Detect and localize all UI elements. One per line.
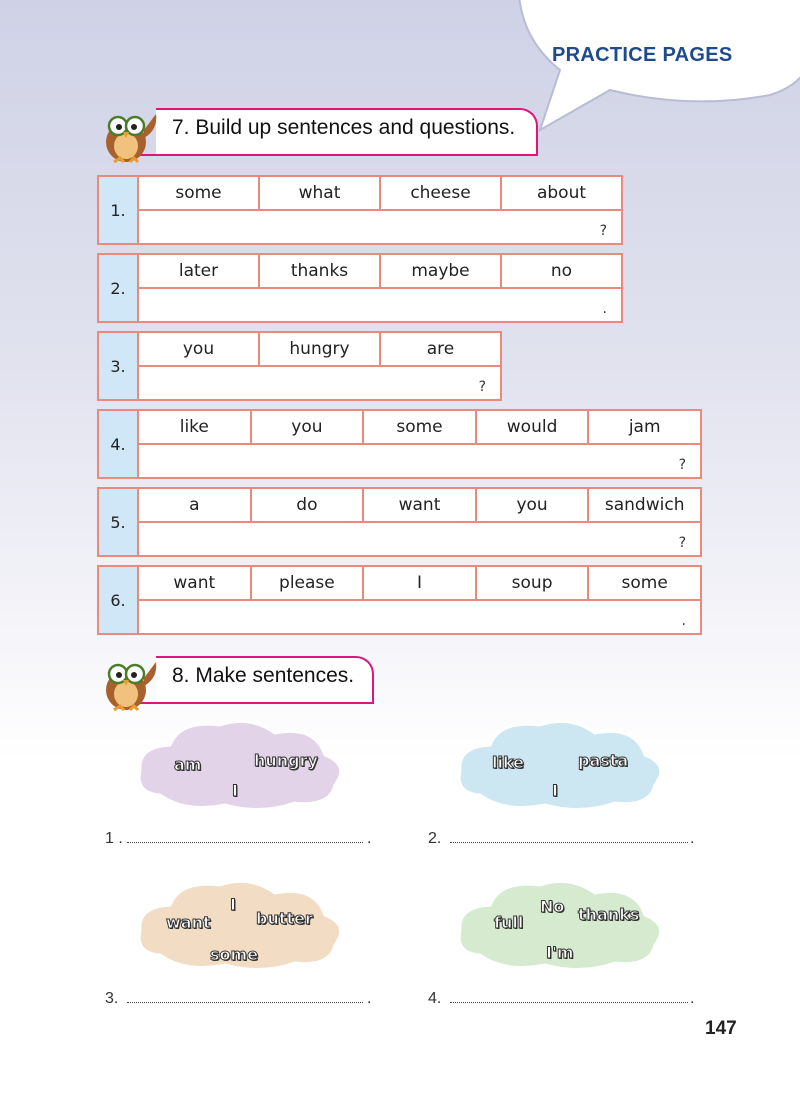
exercise-row-3 bbox=[97, 331, 502, 401]
cloud-word: hungry bbox=[254, 751, 318, 770]
word-cell: do bbox=[252, 489, 365, 521]
row-number: 1. bbox=[99, 177, 139, 243]
word-cell: no bbox=[550, 261, 573, 281]
answer-line-1[interactable] bbox=[105, 830, 375, 850]
word-cell: later bbox=[139, 255, 260, 287]
section-7-header bbox=[100, 102, 540, 158]
word-cell: a bbox=[139, 489, 252, 521]
row-number: 2. bbox=[99, 255, 139, 321]
word-cell: want bbox=[139, 567, 252, 599]
section-7-title: 7. Build up sentences and questions. bbox=[172, 116, 516, 139]
line-number: 1 . bbox=[105, 830, 123, 847]
cloud-word: pasta bbox=[578, 751, 629, 770]
line-end: . bbox=[367, 990, 372, 1007]
word-cell: I bbox=[364, 567, 477, 599]
cloud-word: I bbox=[232, 781, 238, 800]
row-number: 6. bbox=[99, 567, 139, 633]
word-cell: some bbox=[139, 177, 260, 209]
section-8-title: 8. Make sentences. bbox=[172, 664, 355, 687]
end-punctuation: . bbox=[681, 613, 686, 629]
end-punctuation: ? bbox=[678, 457, 686, 473]
answer-field[interactable] bbox=[139, 445, 700, 477]
word-cloud-3 bbox=[130, 875, 350, 975]
line-end: . bbox=[690, 830, 695, 847]
answer-field[interactable] bbox=[139, 211, 621, 243]
word-cell: what bbox=[260, 177, 381, 209]
end-punctuation: ? bbox=[678, 535, 686, 551]
answer-line-2[interactable] bbox=[428, 830, 698, 850]
word-cell: you bbox=[139, 333, 260, 365]
word-cell: want bbox=[364, 489, 477, 521]
line-end: . bbox=[367, 830, 372, 847]
answer-field[interactable] bbox=[139, 601, 700, 633]
word-cell: maybe bbox=[381, 255, 502, 287]
owl-icon bbox=[100, 650, 164, 712]
answer-line-3[interactable] bbox=[105, 990, 375, 1010]
line-number: 4. bbox=[428, 990, 442, 1007]
exercise-row-4 bbox=[97, 409, 702, 479]
row-number: 5. bbox=[99, 489, 139, 555]
word-cell: jam bbox=[628, 417, 661, 437]
cloud-word: I bbox=[230, 895, 236, 914]
end-punctuation: . bbox=[602, 301, 607, 317]
word-cell: you bbox=[252, 411, 365, 443]
exercise-row-2 bbox=[97, 253, 623, 323]
line-number: 2. bbox=[428, 830, 442, 847]
word-cell: soup bbox=[477, 567, 590, 599]
word-cell: cheese bbox=[381, 177, 502, 209]
end-punctuation: ? bbox=[478, 379, 486, 395]
cloud-shape bbox=[459, 721, 660, 809]
word-cell: hungry bbox=[260, 333, 381, 365]
answer-field[interactable] bbox=[139, 523, 700, 555]
answer-field[interactable] bbox=[139, 367, 500, 399]
word-cell: about bbox=[536, 183, 587, 203]
cloud-word: I'm bbox=[546, 943, 574, 962]
word-cell: thanks bbox=[260, 255, 381, 287]
word-cell: would bbox=[477, 411, 590, 443]
word-cloud-1 bbox=[130, 715, 350, 815]
cloud-word: full bbox=[494, 913, 524, 932]
word-cell: sandwich bbox=[604, 495, 685, 515]
row-number: 4. bbox=[99, 411, 139, 477]
word-cell: like bbox=[139, 411, 252, 443]
cloud-word: I bbox=[552, 781, 558, 800]
cloud-word: thanks bbox=[578, 905, 640, 924]
cloud-word: want bbox=[166, 913, 211, 932]
cloud-word: some bbox=[210, 945, 259, 964]
page-number: 147 bbox=[705, 1018, 737, 1039]
end-punctuation: ? bbox=[599, 223, 607, 239]
line-number: 3. bbox=[105, 990, 119, 1007]
word-cell: you bbox=[477, 489, 590, 521]
answer-line-4[interactable] bbox=[428, 990, 698, 1010]
section-8-header bbox=[100, 650, 380, 706]
word-cloud-2 bbox=[450, 715, 670, 815]
answer-field[interactable] bbox=[139, 289, 621, 321]
cloud-word: am bbox=[174, 755, 202, 774]
line-end: . bbox=[690, 990, 695, 1007]
cloud-word: butter bbox=[256, 909, 313, 928]
exercise-row-1 bbox=[97, 175, 623, 245]
exercise-row-5 bbox=[97, 487, 702, 557]
word-cell: please bbox=[252, 567, 365, 599]
word-cell: are bbox=[426, 339, 455, 359]
word-cell: some bbox=[621, 573, 668, 593]
practice-pages-title: PRACTICE PAGES bbox=[552, 44, 733, 66]
practice-pages-bubble bbox=[500, 0, 800, 140]
word-cloud-4 bbox=[450, 875, 670, 975]
row-number: 3. bbox=[99, 333, 139, 399]
word-cell: some bbox=[364, 411, 477, 443]
exercise-row-6 bbox=[97, 565, 702, 635]
cloud-word: No bbox=[540, 897, 565, 916]
owl-icon bbox=[100, 102, 164, 164]
cloud-word: like bbox=[492, 753, 525, 772]
